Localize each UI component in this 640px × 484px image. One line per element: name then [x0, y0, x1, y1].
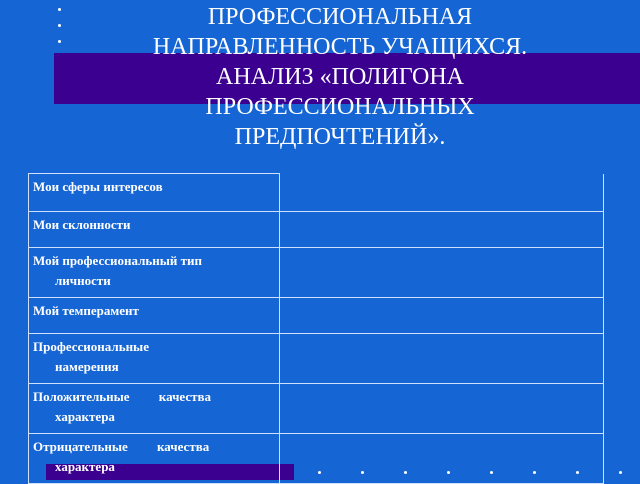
- row-value-cell[interactable]: [280, 174, 604, 212]
- row-label-text: Мой темперамент: [33, 303, 139, 318]
- table-row: [29, 248, 604, 298]
- row-value-cell[interactable]: [280, 212, 604, 248]
- row-value-cell[interactable]: [280, 248, 604, 298]
- row-label: [29, 212, 280, 248]
- row-label-text: Мой профессиональный тип: [33, 253, 203, 268]
- row-value-cell[interactable]: [280, 434, 604, 484]
- preferences-table: [28, 173, 604, 484]
- title-line: ПРЕДПОЧТЕНИЙ».: [234, 124, 446, 150]
- title-line: НАПРАВЛЕННОСТЬ УЧАЩИХСЯ.: [152, 34, 528, 60]
- row-value-cell[interactable]: [280, 384, 604, 434]
- row-label: [29, 334, 280, 384]
- row-label-text: Положительные качества: [33, 389, 212, 404]
- row-label-continuation: характера: [55, 459, 115, 474]
- row-label-continuation: личности: [55, 273, 111, 288]
- table-row: [29, 174, 604, 212]
- row-label-text: Профессиональные: [33, 339, 149, 354]
- row-label: [29, 248, 280, 298]
- title-line: ПРОФЕССИОНАЛЬНЫХ: [205, 94, 475, 120]
- row-label: [29, 298, 280, 334]
- row-label-text: Отрицательные качества: [33, 439, 210, 454]
- title-line: АНАЛИЗ «ПОЛИГОНА: [216, 64, 464, 90]
- row-label: [29, 174, 280, 212]
- row-value-cell[interactable]: [280, 298, 604, 334]
- row-label-text: Мои сферы интересов: [33, 179, 163, 194]
- table-row: [29, 434, 604, 484]
- table-row: [29, 298, 604, 334]
- row-label: [29, 434, 280, 484]
- slide-title: [60, 2, 620, 152]
- title-line: ПРОФЕССИОНАЛЬНАЯ: [207, 4, 473, 30]
- table-row: [29, 384, 604, 434]
- row-label: [29, 384, 280, 434]
- row-value-cell[interactable]: [280, 334, 604, 384]
- row-label-text: Мои склонности: [33, 217, 131, 232]
- dot: [619, 471, 622, 474]
- row-label-continuation: намерения: [55, 359, 119, 374]
- row-label-continuation: характера: [55, 409, 115, 424]
- table-row: [29, 334, 604, 384]
- table-row: [29, 212, 604, 248]
